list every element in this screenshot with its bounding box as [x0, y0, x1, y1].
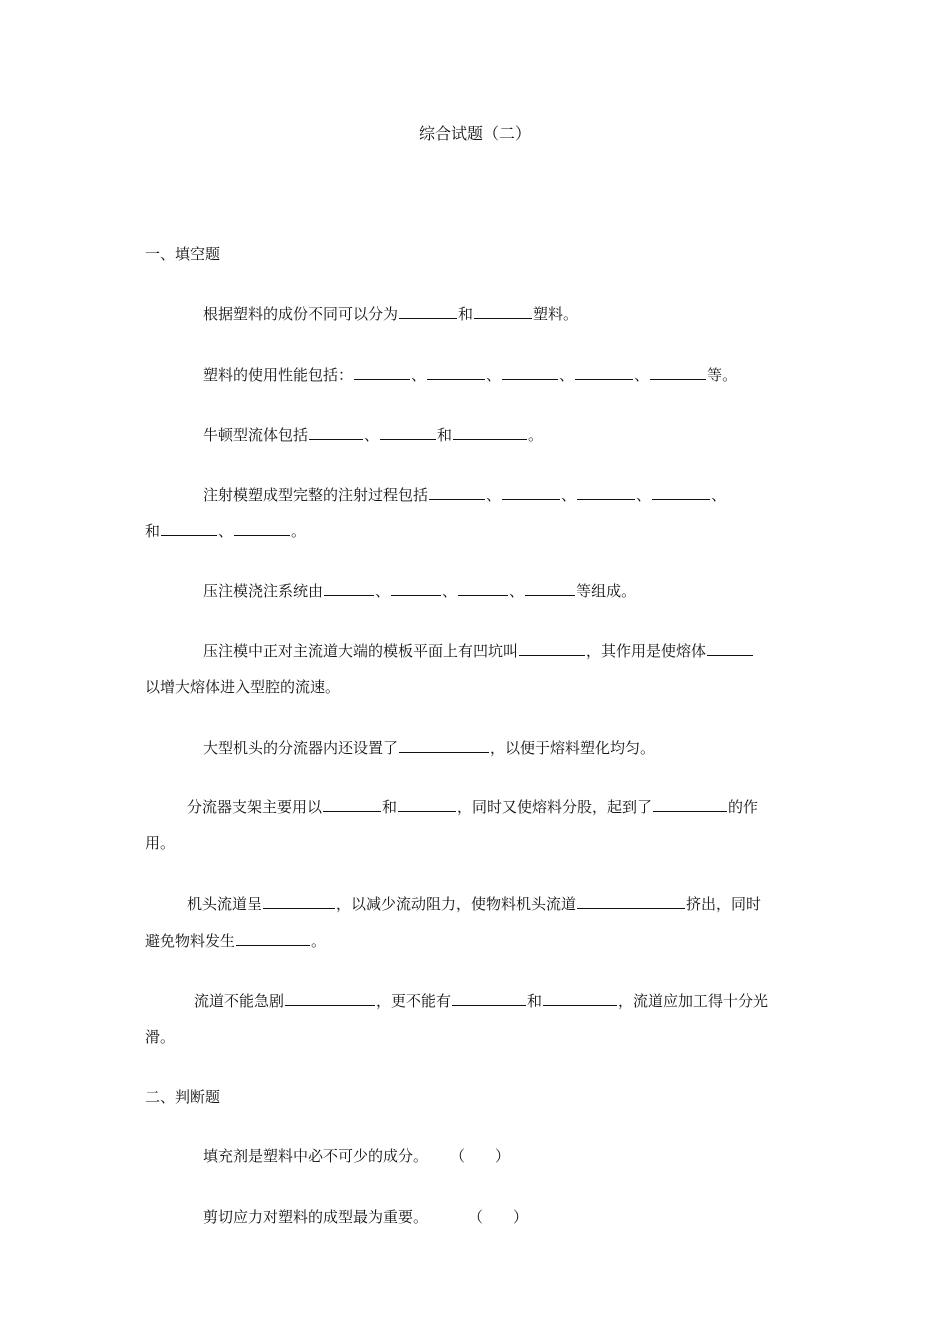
question-text: 避免物料发生 — [145, 932, 236, 950]
answer-blank[interactable] — [650, 364, 706, 380]
answer-blank[interactable] — [707, 640, 753, 656]
question-text: 和 — [145, 522, 161, 540]
question-10-continued: 滑。 — [145, 1028, 176, 1046]
question-text: 根据塑料的成份不同可以分为 — [203, 305, 399, 323]
question-text: ，以减少流动阻力，使物料机头流道 — [336, 895, 577, 913]
answer-blank[interactable] — [354, 364, 410, 380]
question-text: ，流道应加工得十分光 — [618, 992, 769, 1010]
question-3 — [203, 424, 543, 445]
answer-blank[interactable] — [399, 303, 457, 319]
question-text: 。 — [291, 522, 307, 540]
answer-blank[interactable] — [380, 424, 436, 440]
question-text: 和 — [437, 426, 453, 444]
question-9-continued — [145, 930, 326, 951]
answer-blank[interactable] — [575, 364, 633, 380]
question-text: ，同时又使熔料分股，起到了 — [457, 798, 653, 816]
question-text: 和 — [458, 305, 474, 323]
separator: 、 — [486, 486, 502, 504]
separator: 、 — [559, 366, 575, 384]
question-1 — [203, 303, 578, 324]
question-text: 注射模塑成型完整的注射过程包括 — [203, 486, 429, 504]
question-8-continued: 用。 — [145, 834, 176, 852]
question-text: 塑料的使用性能包括： — [203, 366, 354, 384]
document-title: 综合试题（二） — [418, 124, 531, 143]
question-text: 压注模浇注系统由 — [203, 582, 324, 600]
answer-blank[interactable] — [323, 796, 381, 812]
question-text: 。 — [528, 426, 544, 444]
answer-blank[interactable] — [161, 520, 217, 536]
question-text: ，更不能有 — [376, 992, 452, 1010]
question-9 — [187, 893, 761, 914]
question-2 — [203, 364, 737, 385]
question-text: 填充剂是塑料中必不可少的成分。 — [203, 1147, 429, 1165]
answer-blank[interactable] — [399, 737, 489, 753]
answer-parentheses[interactable]: （ ） — [468, 1208, 529, 1226]
separator: 、 — [711, 486, 727, 504]
question-8 — [187, 796, 758, 817]
answer-blank[interactable] — [234, 520, 290, 536]
question-text: ，以便于熔料塑化均匀。 — [490, 739, 656, 757]
answer-blank[interactable] — [324, 580, 374, 596]
question-text: 大型机头的分流器内还设置了 — [203, 739, 399, 757]
question-text: 。 — [311, 932, 327, 950]
answer-blank[interactable] — [427, 364, 485, 380]
question-text: 流道不能急剧 — [194, 992, 285, 1010]
separator: 、 — [486, 366, 502, 384]
question-text: 的作 — [728, 798, 759, 816]
answer-blank[interactable] — [309, 424, 363, 440]
answer-blank[interactable] — [458, 580, 508, 596]
answer-blank[interactable] — [398, 796, 456, 812]
question-10 — [194, 990, 768, 1011]
question-text: 分流器支架主要用以 — [187, 798, 323, 816]
question-text: 牛顿型流体包括 — [203, 426, 309, 444]
question-text: 等。 — [707, 366, 738, 384]
answer-blank[interactable] — [474, 303, 532, 319]
separator: 、 — [218, 522, 234, 540]
question-6-continued: 以增大熔体进入型腔的流速。 — [145, 678, 341, 696]
question-5 — [203, 580, 636, 601]
separator: 、 — [442, 582, 458, 600]
answer-blank[interactable] — [502, 484, 560, 500]
answer-blank[interactable] — [652, 484, 710, 500]
answer-blank[interactable] — [525, 580, 575, 596]
question-text: ，其作用是使熔体 — [586, 642, 707, 660]
question-text: 剪切应力对塑料的成型最为重要。 — [203, 1208, 429, 1226]
separator: 、 — [634, 366, 650, 384]
section-heading-fill-in: 一、填空题 — [145, 245, 221, 263]
question-text: 压注模中正对主流道大端的模板平面上有凹坑叫 — [203, 642, 519, 660]
question-4 — [203, 484, 726, 505]
question-4-continued — [145, 520, 306, 541]
tf-question-1 — [203, 1146, 510, 1166]
separator: 、 — [364, 426, 380, 444]
question-text: 等组成。 — [576, 582, 637, 600]
question-7 — [203, 737, 655, 758]
answer-blank[interactable] — [543, 990, 617, 1006]
separator: 、 — [411, 366, 427, 384]
answer-blank[interactable] — [519, 640, 585, 656]
question-6 — [203, 640, 754, 661]
answer-blank[interactable] — [285, 990, 375, 1006]
answer-blank[interactable] — [236, 930, 310, 946]
separator: 、 — [561, 486, 577, 504]
separator: 、 — [509, 582, 525, 600]
answer-blank[interactable] — [502, 364, 558, 380]
question-text: 和 — [382, 798, 398, 816]
answer-blank[interactable] — [577, 484, 635, 500]
answer-blank[interactable] — [653, 796, 727, 812]
answer-blank[interactable] — [452, 990, 526, 1006]
question-text: 塑料。 — [533, 305, 579, 323]
tf-question-2 — [203, 1207, 528, 1227]
section-heading-true-false: 二、判断题 — [145, 1088, 221, 1106]
question-text: 和 — [527, 992, 543, 1010]
answer-blank[interactable] — [577, 893, 685, 909]
separator: 、 — [375, 582, 391, 600]
separator: 、 — [636, 486, 652, 504]
question-text: 挤出，同时 — [686, 895, 762, 913]
answer-blank[interactable] — [429, 484, 485, 500]
answer-blank[interactable] — [391, 580, 441, 596]
answer-blank[interactable] — [263, 893, 335, 909]
answer-parentheses[interactable]: （ ） — [450, 1147, 511, 1165]
answer-blank[interactable] — [453, 424, 527, 440]
question-text: 机头流道呈 — [187, 895, 263, 913]
